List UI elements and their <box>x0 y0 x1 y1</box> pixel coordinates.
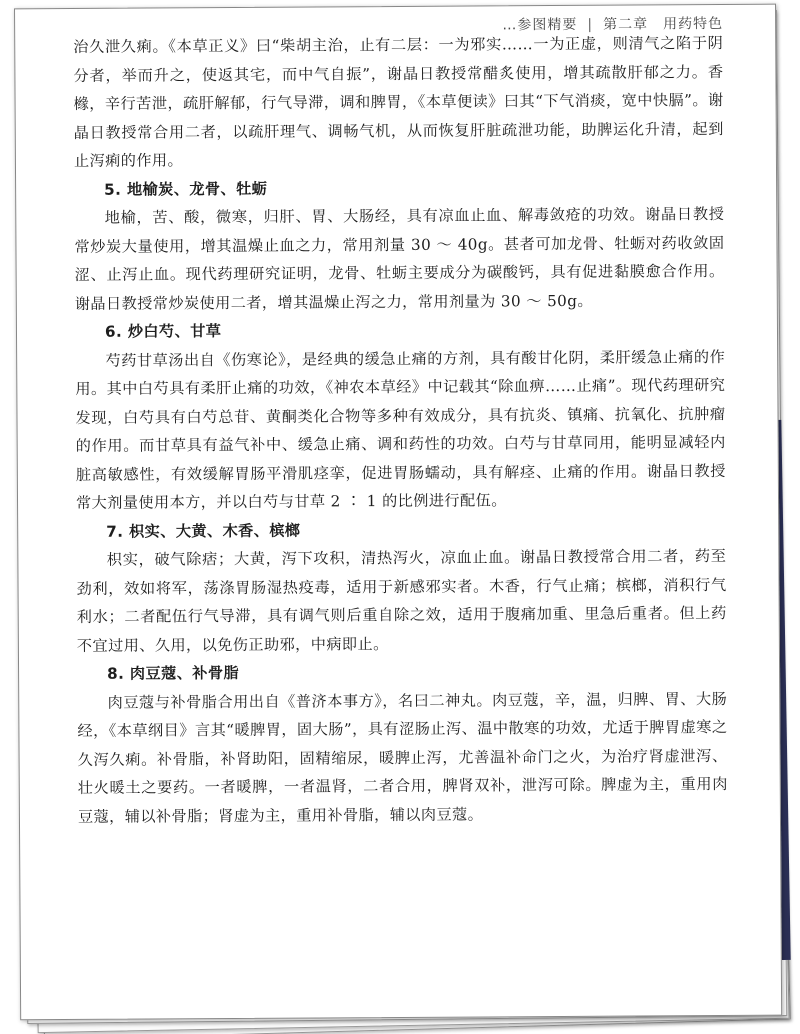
section-heading-7: 7. 枳实、大黄、木香、槟榔 <box>106 521 301 541</box>
running-header-right: 第二章 用药特色 <box>603 15 724 33</box>
book-page <box>14 4 782 1021</box>
section-body-5: 地榆，苦、酸，微寒，归肝、胃、大肠经，具有凉血止血、解毒敛疮的功效。谢晶日教授常炒炭大量使用，增其温燥止血之力，常用剂量 30 ～ 40g。甚者可加龙骨、牡蛎对药收敛固涩、止泻止血。现代药理研究证明，龙骨、牡蛎主要成分为碳酸钙，具有促进黏膜愈合作用。谢晶日教授常炒炭使用二者，增其温燥止泻之力，常用剂量为 30 ～ 50g。 <box>74 204 725 313</box>
header-separator: | <box>587 16 594 33</box>
section-heading-6: 6. 炒白芍、甘草 <box>104 322 222 341</box>
intro-paragraph: 治久泄久痢。《本草正义》曰“柴胡主治，止有二层：一为邪实……一为正虚，则清气之陷于阴分者，举而升之，使返其宅，而中气自振”，谢晶日教授常醋炙使用，增其疏散肝郁之力。香橼，辛行苦泄，疏肝解郁，行气导滞，调和脾胃，《本草便读》曰其“下气消痰，宽中快膈”。谢晶日教授常合用二者，以疏肝理气、调畅气机，从而恢复肝脏疏泄功能，助脾运化升清，起到止泻痢的作用。 <box>73 33 724 170</box>
section-body-8: 肉豆蔻与补骨脂合用出自《普济本事方》，名曰二神丸。肉豆蔻，辛，温，归脾、胃、大肠经，《本草纲目》言其“暖脾胃，固大肠”，具有涩肠止泻、温中散寒的功效，尤适于脾胃虚寒之久泻久痢。补骨脂，补肾助阳，固精缩尿，暖脾止泻，尤善温补命门之火，为治疗肾虚泄泻、壮火暖土之要药。一者暖脾，一者温肾，二者合用，脾肾双补，泄泻可除。脾虚为主，重用肉豆蔻，辅以补骨脂；肾虚为主，重用补骨脂，辅以肉豆蔻。 <box>77 689 728 826</box>
page-body <box>73 29 728 831</box>
section-body-7: 枳实，破气除痞；大黄，泻下攻积，清热泻火，凉血止血。谢晶日教授常合用二者，药至劲利，效如将军，荡涤胃肠湿热疫毒，适用于新感邪实者。木香，行气止痛；槟榔，消积行气利水；二者配伍行气导滞，具有调气则后重自除之效，适用于腹痛加重、里急后重者。但上药不宜过用、久用，以免伤正助邪，中病即止。 <box>76 546 727 655</box>
section-heading-5: 5. 地榆炭、龙骨、牡蛎 <box>104 179 268 199</box>
section-body-6: 芍药甘草汤出自《伤寒论》，是经典的缓急止痛的方剂，具有酸甘化阴，柔肝缓急止痛的作用。其中白芍具有柔肝止痛的功效，《神农本草经》中记载其“除血痹……止痛”。现代药理研究发现，白芍具有白芍总苷、黄酮类化合物等多种有效成分，具有抗炎、镇痛、抗氧化、抗肿瘤的作用。而甘草具有益气补中、缓急止痛、调和药性的功效。白芍与甘草同用，能明显减轻内脏高敏感性，有效缓解胃肠平滑肌痉挛，促进胃肠蠕动，具有解痉、止痛的作用。谢晶日教授常大剂量使用本方，并以白芍与甘草 2 ∶ 1 的比例进行配伍。 <box>75 347 726 512</box>
running-header-left: …参图精要 <box>502 16 578 34</box>
section-heading-8: 8. 肉豆蔻、补骨脂 <box>107 663 240 683</box>
